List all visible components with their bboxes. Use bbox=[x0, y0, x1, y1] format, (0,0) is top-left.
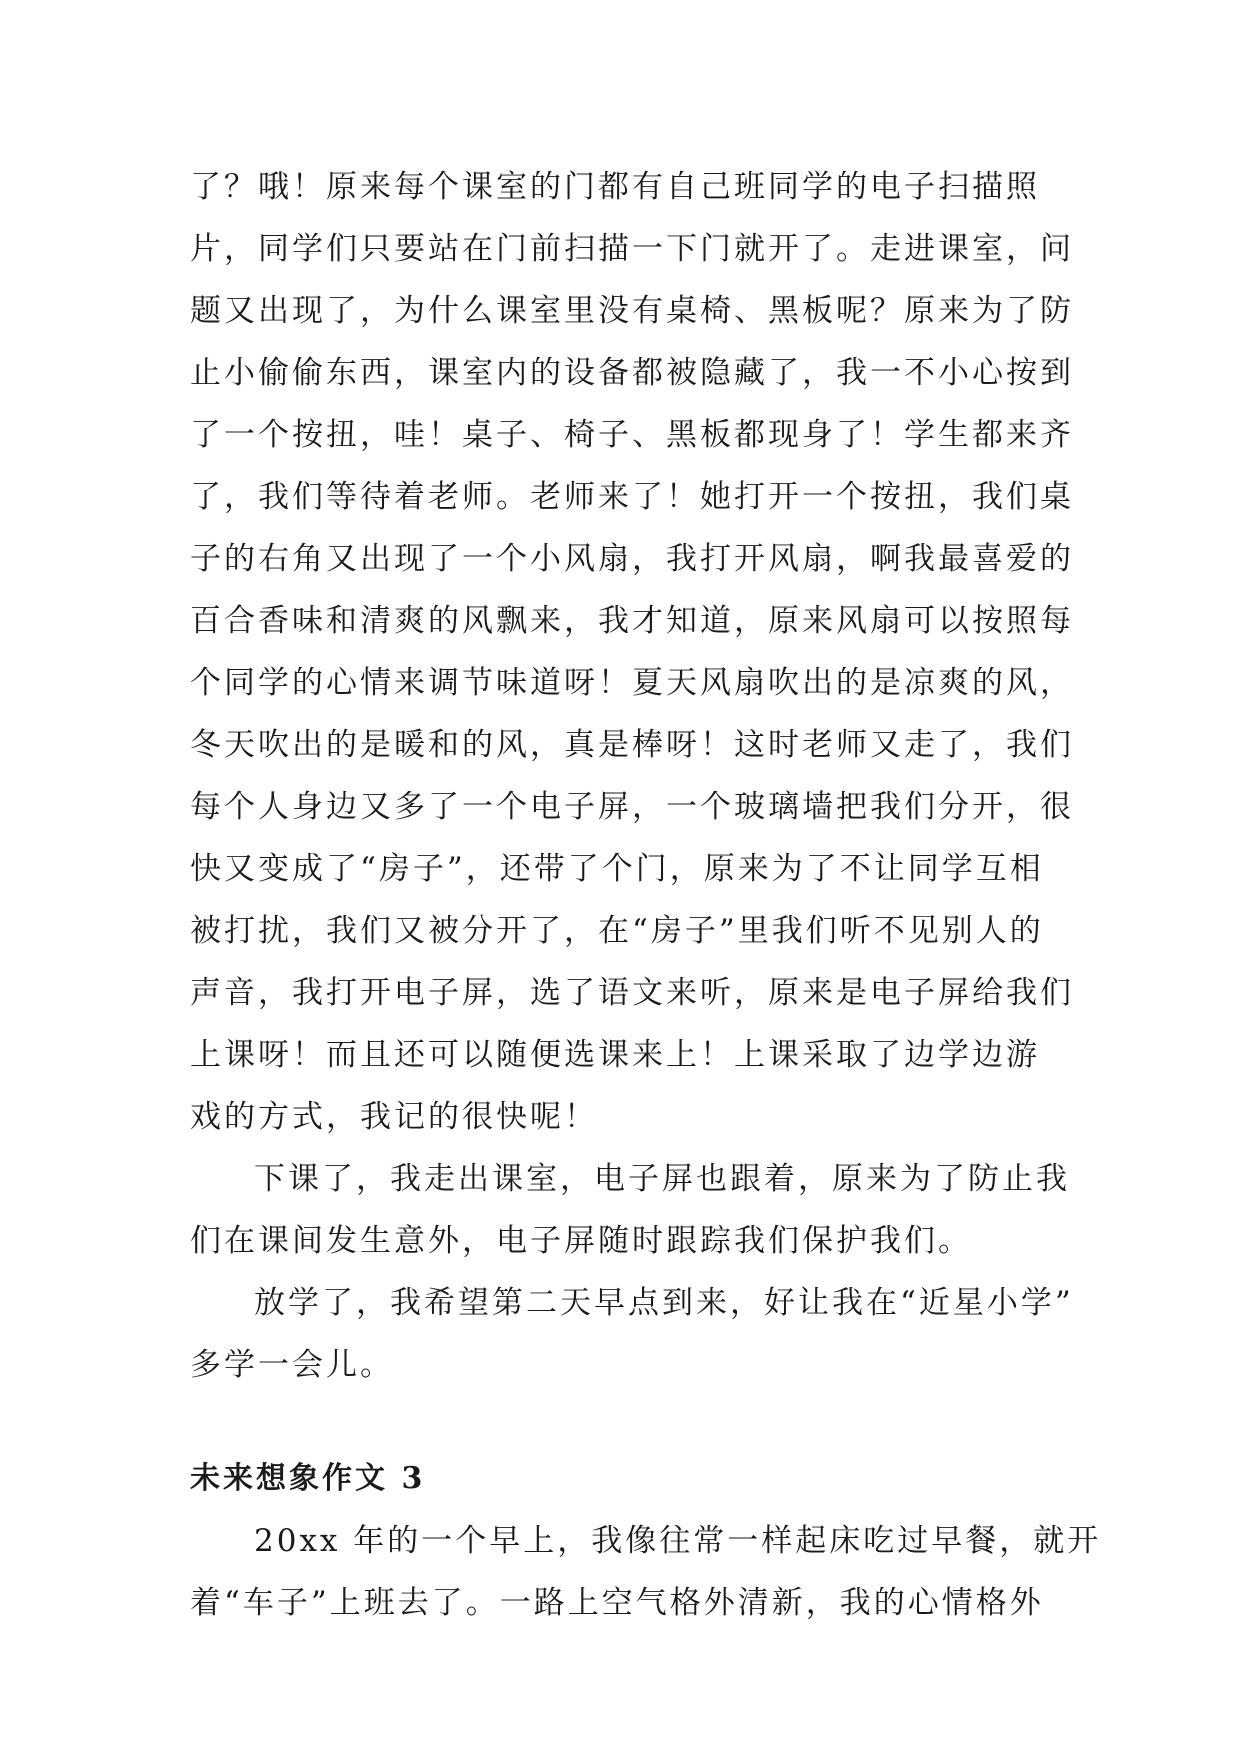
text-line: 子的右角又出现了一个小风扇，我打开风扇，啊我最喜爱的 bbox=[190, 541, 1074, 577]
paragraph-after-class bbox=[190, 1148, 1070, 1272]
text-line: 戏的方式，我记的很快呢！ bbox=[190, 1099, 598, 1135]
text-line: 上课呀！而且还可以随便选课来上！上课采取了边学边游 bbox=[190, 1037, 1040, 1073]
section-heading: 未来想象作文 3 bbox=[190, 1461, 426, 1496]
text-line: 放学了，我希望第二天早点到来，好让我在“近星小学” bbox=[254, 1285, 1074, 1321]
text-line: 冬天吹出的是暖和的风，真是棒呀！这时老师又走了，我们 bbox=[190, 727, 1074, 763]
document-body bbox=[190, 156, 1102, 1634]
text-line: 多学一会儿。 bbox=[190, 1347, 394, 1383]
text-line: 被打扰，我们又被分开了，在“房子”里我们听不见别人的 bbox=[190, 913, 1044, 949]
paragraph-morning bbox=[190, 1510, 1102, 1634]
text-line: 着“车子”上班去了。一路上空气格外清新，我的心情格外 bbox=[190, 1585, 1044, 1621]
text-line: 20xx 年的一个早上，我像往常一样起床吃过早餐，就开 bbox=[254, 1523, 1102, 1559]
text-line: 声音，我打开电子屏，选了语文来听，原来是电子屏给我们 bbox=[190, 975, 1074, 1011]
text-line: 片，同学们只要站在门前扫描一下门就开了。走进课室，问 bbox=[190, 231, 1074, 267]
text-line: 了，我们等待着老师。老师来了！她打开一个按扭，我们桌 bbox=[190, 479, 1074, 515]
text-line: 下课了，我走出课室，电子屏也跟着，原来为了防止我 bbox=[254, 1161, 1070, 1197]
text-line: 题又出现了，为什么课室里没有桌椅、黑板呢？原来为了防 bbox=[190, 293, 1074, 329]
text-line: 了一个按扭，哇！桌子、椅子、黑板都现身了！学生都来齐 bbox=[190, 417, 1074, 453]
text-line: 每个人身边又多了一个电子屏，一个玻璃墙把我们分开，很 bbox=[190, 789, 1074, 825]
text-line: 们在课间发生意外，电子屏随时跟踪我们保护我们。 bbox=[190, 1223, 972, 1259]
text-line: 止小偷偷东西，课室内的设备都被隐藏了，我一不小心按到 bbox=[190, 355, 1074, 391]
text-line: 快又变成了“房子”，还带了个门，原来为了不让同学互相 bbox=[190, 851, 1044, 887]
text-line: 了？哦！原来每个课室的门都有自己班同学的电子扫描照 bbox=[190, 169, 1040, 205]
paragraph-after-school bbox=[190, 1272, 1074, 1396]
text-line: 个同学的心情来调节味道呀！夏天风扇吹出的是凉爽的风， bbox=[190, 665, 1074, 701]
text-line: 百合香味和清爽的风飘来，我才知道，原来风扇可以按照每 bbox=[190, 603, 1074, 639]
paragraph-classroom-description bbox=[190, 156, 1074, 1148]
